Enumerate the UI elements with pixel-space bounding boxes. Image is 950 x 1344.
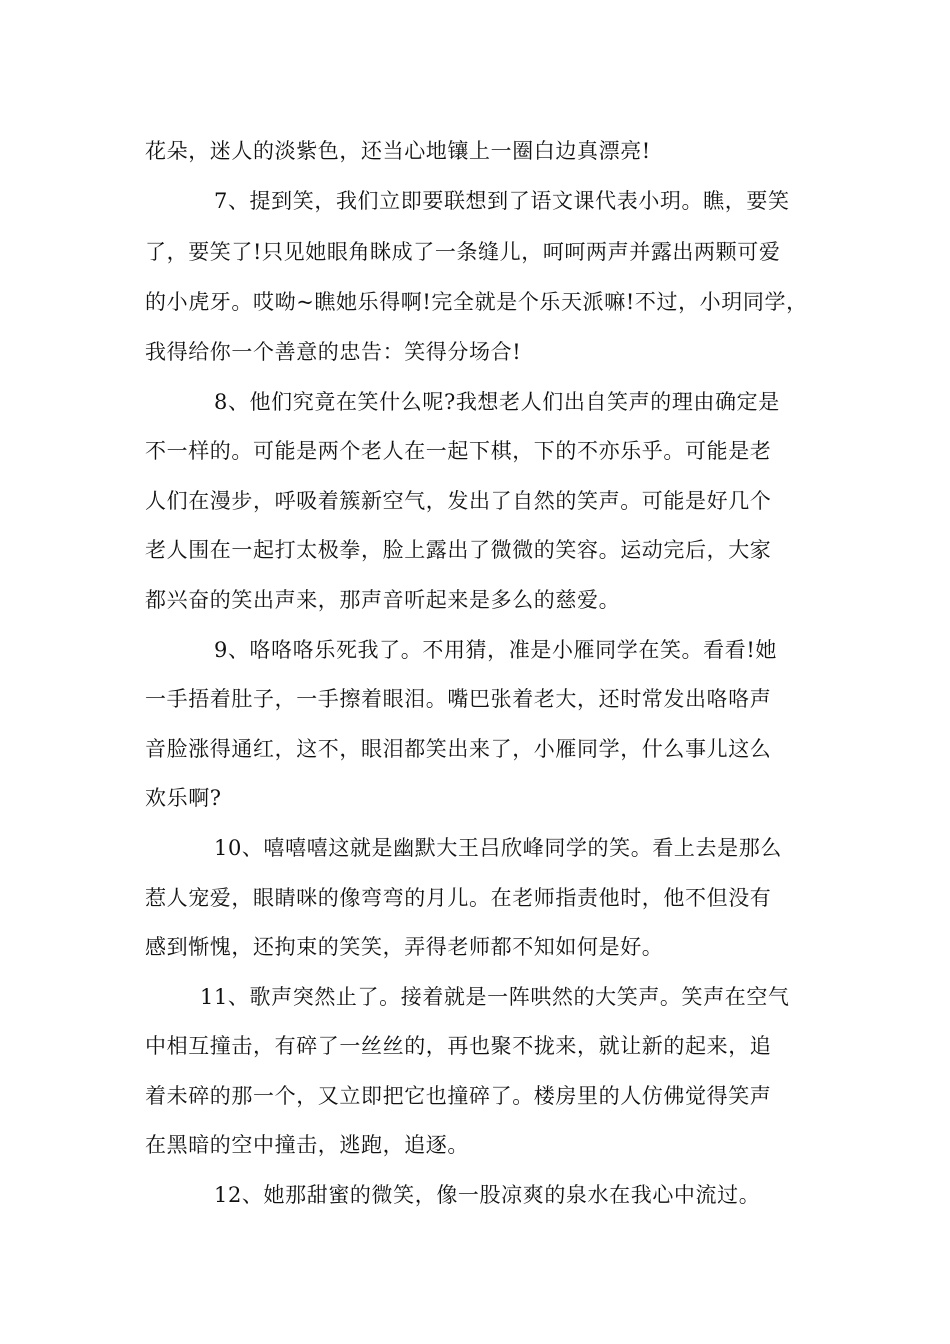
- text-line: 了，要笑了!只见她眼角眯成了一条缝儿，呵呵两声并露出两颗可爱: [145, 240, 781, 264]
- text-line: 都兴奋的笑出声来，那声音听起来是多么的慈爱。: [145, 588, 621, 612]
- text-line: 欢乐啊?: [145, 786, 222, 810]
- text-line: 着未碎的那一个，又立即把它也撞碎了。楼房里的人仿佛觉得笑声: [145, 1084, 772, 1108]
- text-line: 花朵，迷人的淡紫色，还当心地镶上一圈白边真漂亮!: [145, 139, 651, 163]
- text-line: 惹人宠爱，眼睛咪的像弯弯的月儿。在老师指责他时，他不但没有: [145, 886, 772, 910]
- text-line: 感到惭愧，还拘束的笑笑，弄得老师都不知如何是好。: [145, 935, 664, 959]
- paragraph-12-line: 12、她那甜蜜的微笑，像一股凉爽的泉水在我心中流过。: [214, 1183, 761, 1207]
- text-line: 在黑暗的空中撞击，逃跑，追逐。: [145, 1133, 469, 1157]
- text-line: 中相互撞击，有碎了一丝丝的，再也聚不拢来，就让新的起来，追: [145, 1034, 772, 1058]
- paragraph-11-line: 11、歌声突然止了。接着就是一阵哄然的大笑声。笑声在空气: [200, 985, 790, 1009]
- text-line: 老人围在一起打太极拳，脸上露出了微微的笑容。运动完后，大家: [145, 538, 772, 562]
- text-line: 音脸涨得通红，这不，眼泪都笑出来了，小雁同学，什么事儿这么: [145, 737, 772, 761]
- text-line: 一手捂着肚子，一手擦着眼泪。嘴巴张着老大，还时常发出咯咯声: [145, 687, 772, 711]
- paragraph-9-line: 9、咯咯咯乐死我了。不用猜，准是小雁同学在笑。看看!她: [214, 638, 777, 662]
- text-line: 我得给你一个善意的忠告：笑得分场合!: [145, 340, 522, 364]
- paragraph-10-line: 10、嘻嘻嘻这就是幽默大王吕欣峰同学的笑。看上去是那么: [214, 836, 782, 860]
- paragraph-7-line: 7、提到笑，我们立即要联想到了语文课代表小玥。瞧，要笑: [214, 189, 790, 213]
- text-line: 人们在漫步，呼吸着簇新空气，发出了自然的笑声。可能是好几个: [145, 489, 772, 513]
- text-line: 的小虎牙。哎呦~瞧她乐得啊!完全就是个乐天派嘛!不过，小玥同学，: [145, 290, 808, 314]
- text-line: 不一样的。可能是两个老人在一起下棋，下的不亦乐乎。可能是老: [145, 439, 772, 463]
- paragraph-8-line: 8、他们究竟在笑什么呢?我想老人们出自笑声的理由确定是: [214, 390, 780, 414]
